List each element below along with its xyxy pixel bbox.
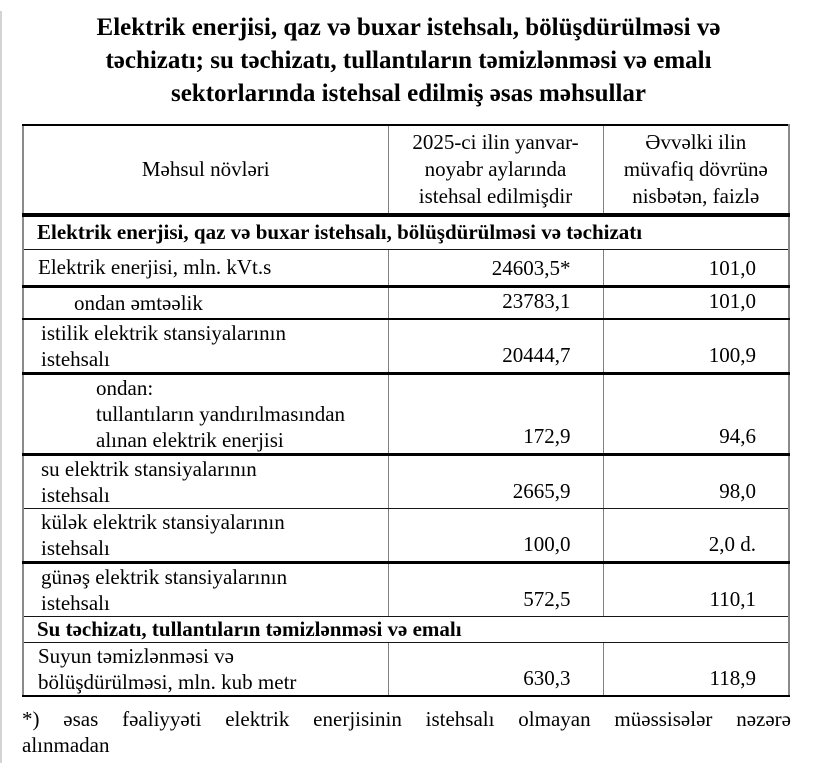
product-name-line: istehsalı (41, 535, 110, 560)
table-header-row (23, 125, 789, 215)
produced-value-cell: 2665,9 (388, 454, 603, 508)
table-row (23, 249, 789, 286)
col-header-percent-line: nisbətən, faizlə (632, 184, 760, 208)
table-row (23, 508, 789, 562)
product-name-line: bölüşdürülməsi, mln. kub metr (38, 669, 297, 694)
product-name-line: alınan elektrik enerjisi (96, 427, 284, 452)
table-row (23, 642, 789, 696)
page-title-line: təchizatı; su təchizatı, tullantıların təmizlənməsi və emalı (105, 47, 712, 74)
col-header-produced (388, 125, 603, 215)
product-name-cell (23, 319, 388, 374)
percent-value-cell: 2,0 d. (603, 508, 789, 562)
products-table (22, 124, 790, 697)
footnote (22, 706, 791, 758)
section-header-cell: Elektrik enerjisi, qaz və buxar istehsalı, bölüşdürülməsi və təchizatı (23, 215, 789, 249)
table-row (23, 562, 789, 616)
percent-value-cell: 94,6 (603, 373, 789, 454)
col-header-produced-line: 2025-ci ilin yanvar- (412, 130, 579, 154)
product-name-line: ondan: (96, 375, 154, 400)
product-name-cell (23, 562, 388, 616)
product-name-cell (23, 249, 388, 286)
produced-value-cell: 23783,1 (388, 286, 603, 319)
footnote-line: *) əsas fəaliyyəti elektrik enerjisinin istehsalı olmayan müəssisələr nəzərə (22, 706, 791, 731)
product-name-cell (23, 373, 388, 454)
product-name-line: istehsalı (41, 590, 110, 615)
page-title-line: Elektrik enerjisi, qaz və buxar istehsalı, bölüşdürülməsi və (96, 14, 721, 41)
table-row (23, 373, 789, 454)
product-name-line: tullantıların yandırılmasından (96, 401, 346, 426)
table-row (23, 319, 789, 374)
produced-value-cell: 20444,7 (388, 319, 603, 374)
col-header-percent (603, 125, 789, 215)
table-row (23, 454, 789, 508)
col-header-produced-line: istehsal edilmişdir (418, 184, 573, 208)
section-header-row (23, 616, 789, 642)
page-title (8, 11, 809, 110)
section-header-cell: Su təchizatı, tullantıların təmizlənməsi və emalı (23, 616, 789, 642)
percent-value-cell: 98,0 (603, 454, 789, 508)
percent-value-cell: 118,9 (603, 642, 789, 696)
produced-value-cell: 172,9 (388, 373, 603, 454)
page-edge-divider (0, 11, 2, 763)
produced-value-cell: 100,0 (388, 508, 603, 562)
product-name-line: külək elektrik stansiyalarının (41, 509, 285, 534)
produced-value-cell: 24603,5* (388, 249, 603, 286)
col-header-percent-line: Əvvəlki ilin (645, 130, 747, 154)
percent-value-cell: 101,0 (603, 286, 789, 319)
product-name-line: su elektrik stansiyalarının (41, 456, 257, 481)
col-header-product: Məhsul növləri (23, 125, 388, 215)
table-row (23, 286, 789, 319)
product-name-cell (23, 642, 388, 696)
footnote-line: alınmadan (22, 732, 110, 757)
product-name-line: Elektrik enerjisi, mln. kVt.s (38, 255, 272, 279)
percent-value-cell: 101,0 (603, 249, 789, 286)
percent-value-cell: 110,1 (603, 562, 789, 616)
produced-value-cell: 630,3 (388, 642, 603, 696)
product-name-line: ondan əmtəəlik (74, 290, 203, 315)
product-name-line: istilik elektrik stansiyalarının (41, 320, 286, 345)
col-header-produced-line: noyabr aylarında (424, 157, 567, 181)
col-header-percent-line: müvafiq dövrünə (623, 157, 768, 181)
produced-value-cell: 572,5 (388, 562, 603, 616)
product-name-line: istehsalı (41, 346, 110, 371)
page-title-line: sektorlarında istehsal edilmiş əsas məhsullar (170, 80, 646, 107)
product-name-cell (23, 286, 388, 319)
product-name-cell (23, 508, 388, 562)
percent-value-cell: 100,9 (603, 319, 789, 374)
product-name-cell (23, 454, 388, 508)
product-name-line: günəş elektrik stansiyalarının (41, 564, 288, 589)
product-name-line: istehsalı (41, 482, 110, 507)
section-header-row (23, 215, 789, 249)
product-name-line: Suyun təmizlənməsi və (38, 643, 234, 668)
